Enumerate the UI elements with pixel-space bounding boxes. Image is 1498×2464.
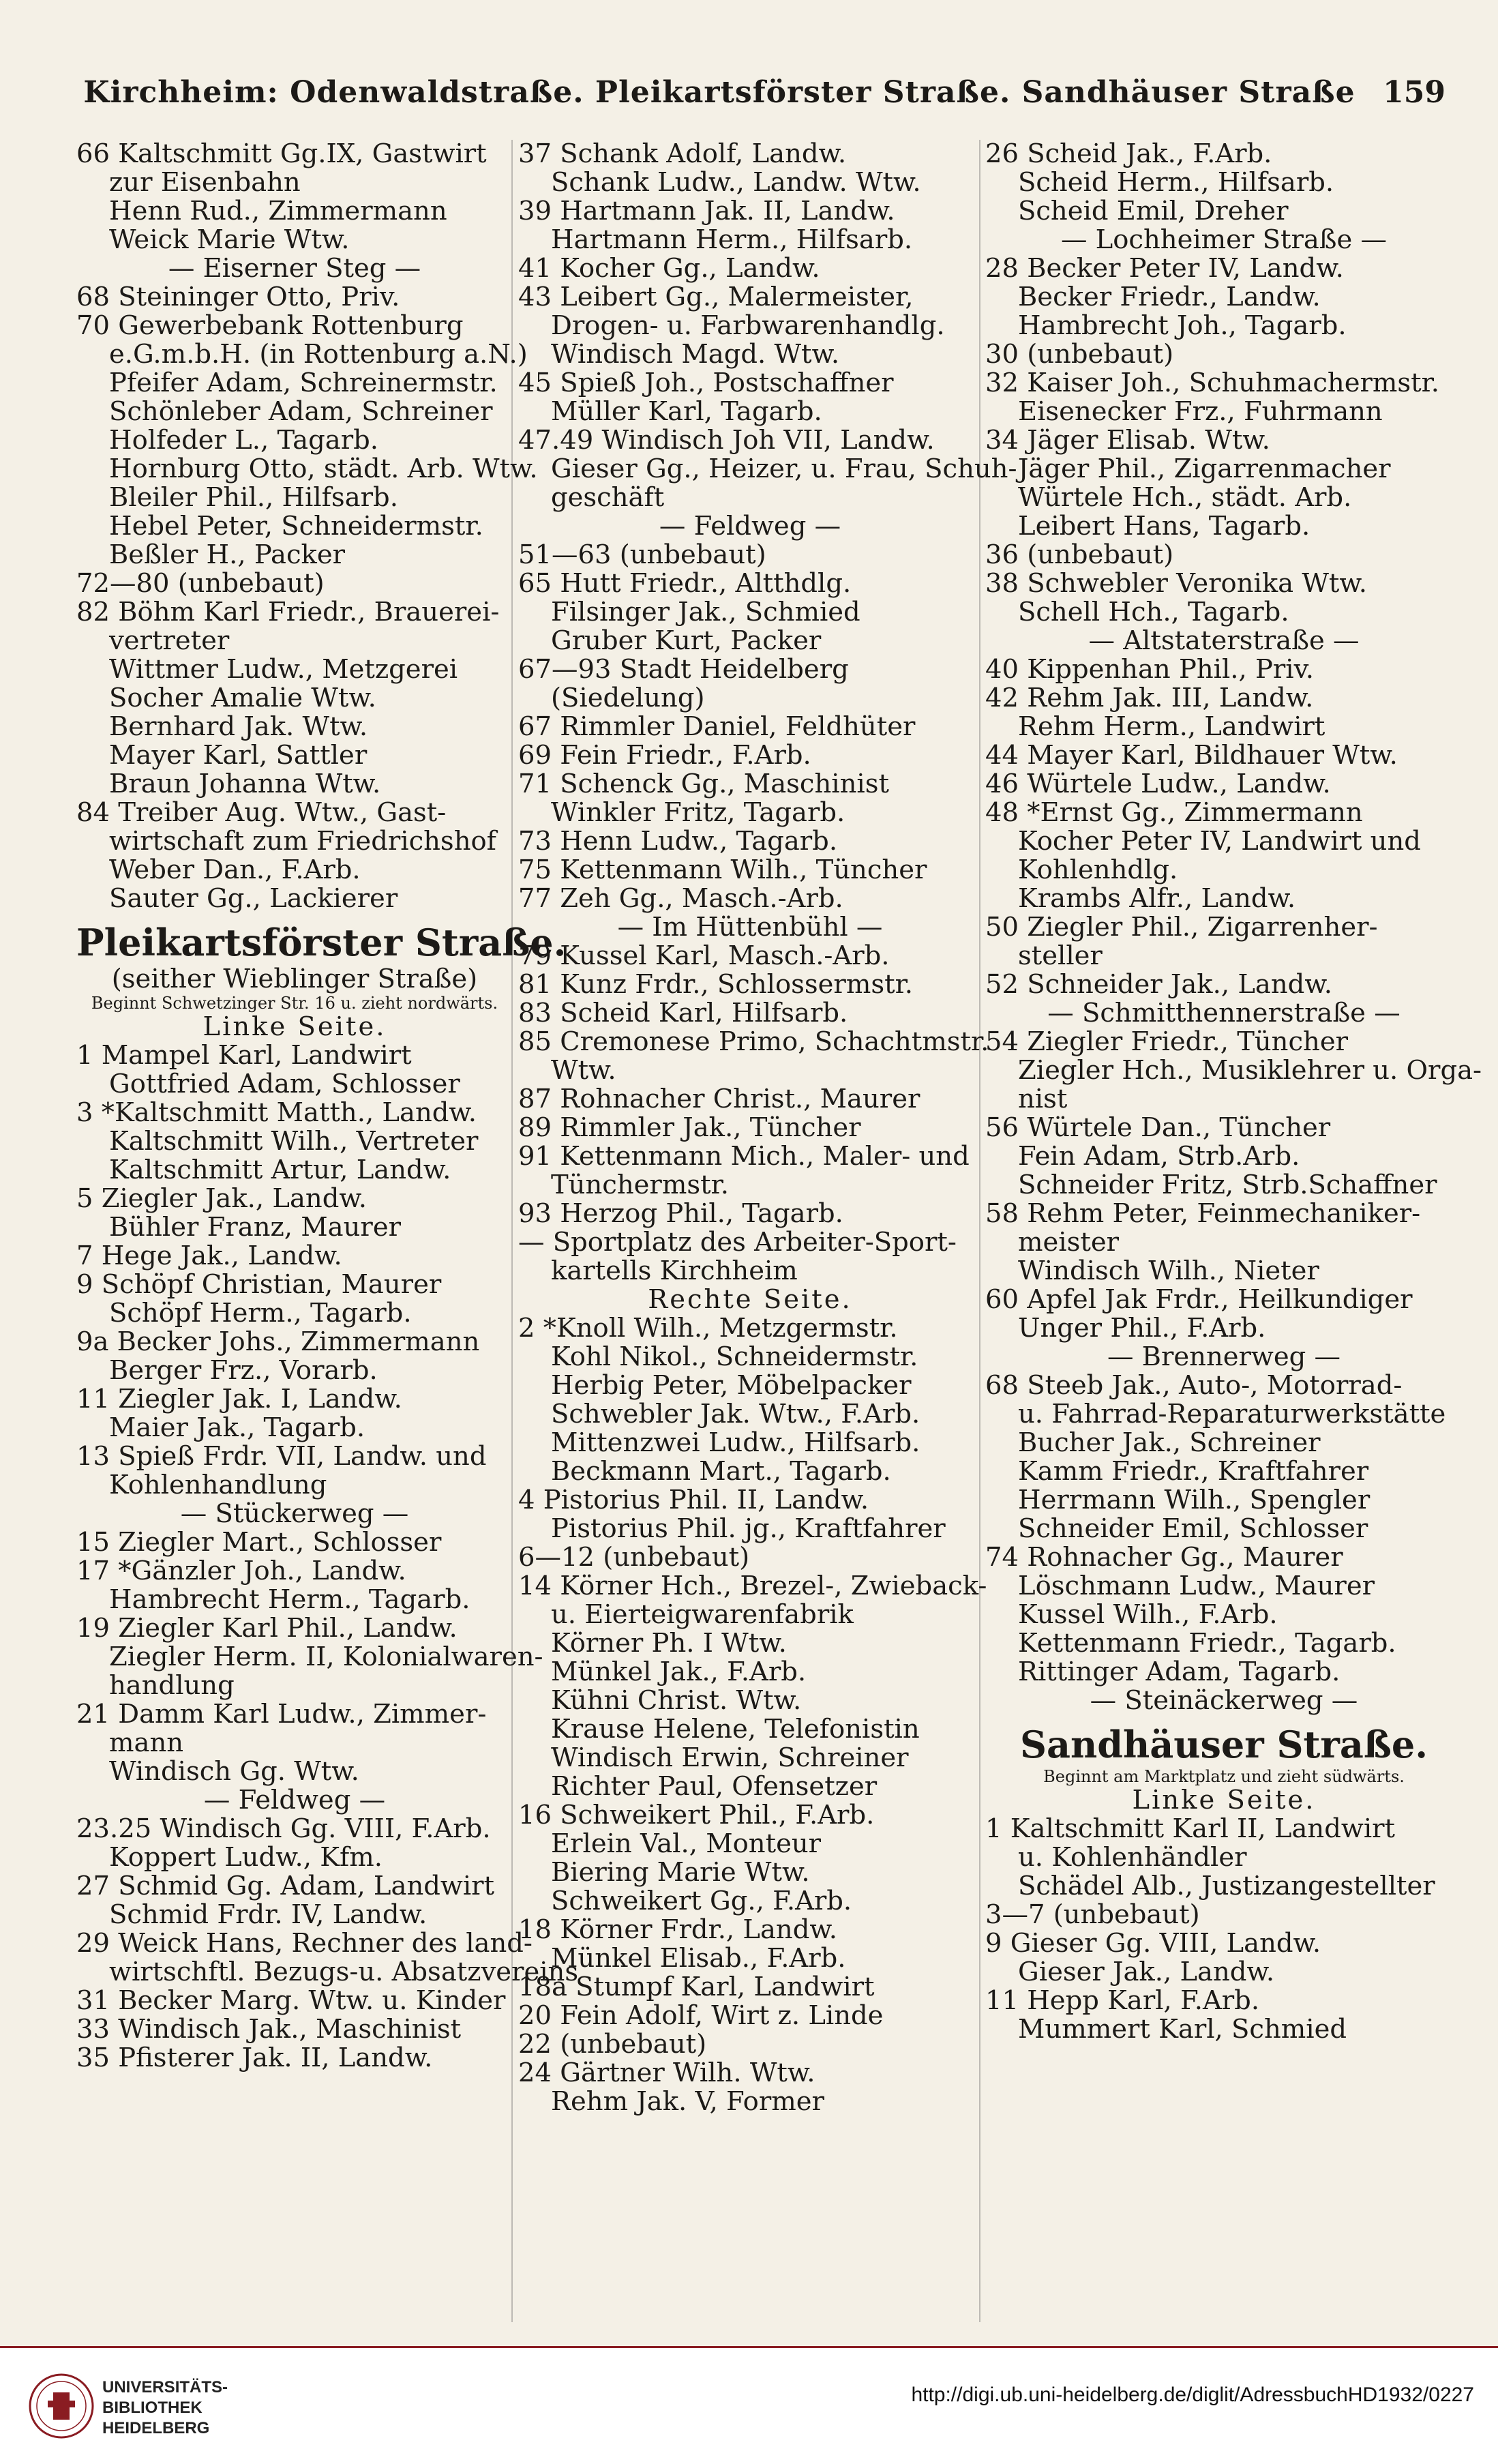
directory-entry: Gottfried Adam, Schlosser bbox=[109, 1069, 460, 1099]
directory-column-left bbox=[76, 138, 579, 2322]
directory-entry: Koppert Ludw., Kfm. bbox=[109, 1842, 383, 1873]
directory-entry: Weick Marie Wtw. bbox=[109, 224, 350, 255]
directory-entry: Schell Hch., Tagarb. bbox=[1018, 597, 1289, 627]
directory-entry: zur Eisenbahn bbox=[109, 167, 301, 198]
directory-entry: 58 Rehm Peter, Feinmechaniker- bbox=[985, 1198, 1421, 1229]
directory-entry: 23.25 Windisch Gg. VIII, F.Arb. bbox=[76, 1813, 491, 1844]
directory-entry: Gieser Gg., Heizer, u. Frau, Schuh- bbox=[551, 454, 1017, 484]
directory-entry: Henn Rud., Zimmermann bbox=[109, 196, 447, 226]
directory-entry: 93 Herzog Phil., Tagarb. bbox=[518, 1198, 843, 1229]
directory-entry: 2 *Knoll Wilh., Metzgermstr. bbox=[518, 1313, 898, 1344]
directory-entry: Pfeifer Adam, Schreinermstr. bbox=[109, 368, 498, 398]
directory-entry: Mittenzwei Ludw., Hilfsarb. bbox=[551, 1427, 920, 1458]
directory-entry: u. Kohlenhändler bbox=[1018, 1842, 1247, 1873]
directory-entry: 11 Hepp Karl, F.Arb. bbox=[985, 1985, 1260, 2016]
directory-entry: 18 Körner Frdr., Landw. bbox=[518, 1914, 837, 1945]
cross-street-marker: — Altstaterstraße — bbox=[1088, 625, 1360, 656]
directory-entry: 89 Rimmler Jak., Tüncher bbox=[518, 1112, 861, 1143]
directory-entry: Ziegler Herm. II, Kolonialwaren- bbox=[109, 1642, 543, 1672]
library-name-line: UNIVERSITÄTS- bbox=[102, 2378, 228, 2396]
page-header bbox=[82, 75, 1445, 123]
directory-entry: 13 Spieß Frdr. VII, Landw. und bbox=[76, 1441, 487, 1472]
directory-entry: 7 Hege Jak., Landw. bbox=[76, 1241, 342, 1271]
page-number: 159 bbox=[1383, 75, 1445, 110]
directory-entry: wirtschaft zum Friedrichshof bbox=[109, 826, 496, 857]
side-heading: Rechte Seite. bbox=[648, 1284, 852, 1315]
directory-entry: Müller Karl, Tagarb. bbox=[551, 396, 822, 427]
directory-entry: Bucher Jak., Schreiner bbox=[1018, 1427, 1321, 1458]
directory-entry: 68 Steeb Jak., Auto-, Motorrad- bbox=[985, 1370, 1403, 1401]
directory-entry: 9 Gieser Gg. VIII, Landw. bbox=[985, 1928, 1321, 1959]
directory-entry: Kohl Nikol., Schneidermstr. bbox=[551, 1341, 918, 1372]
directory-entry: Schöpf Herm., Tagarb. bbox=[109, 1298, 412, 1329]
directory-entry: Bühler Franz, Maurer bbox=[109, 1212, 402, 1243]
directory-entry: Rehm Herm., Landwirt bbox=[1018, 711, 1325, 742]
directory-entry: Schwebler Jak. Wtw., F.Arb. bbox=[551, 1399, 920, 1429]
library-name-line: BIBLIOTHEK bbox=[102, 2399, 203, 2417]
directory-column-right bbox=[985, 138, 1482, 2322]
directory-entry: Fein Adam, Strb.Arb. bbox=[1018, 1141, 1300, 1172]
directory-entry: 73 Henn Ludw., Tagarb. bbox=[518, 826, 838, 857]
university-seal-icon bbox=[27, 2372, 95, 2440]
directory-entry: Hartmann Herm., Hilfsarb. bbox=[551, 224, 913, 255]
directory-entry: Hornburg Otto, städt. Arb. Wtw. bbox=[109, 454, 538, 484]
viewer-footer bbox=[0, 2346, 1498, 2464]
directory-entry: Schweikert Gg., F.Arb. bbox=[551, 1886, 852, 1916]
directory-entry: — Sportplatz des Arbeiter-Sport- bbox=[518, 1227, 957, 1258]
directory-entry: 35 Pfisterer Jak. II, Landw. bbox=[76, 2043, 433, 2073]
cross-street-marker: — Brennerweg — bbox=[1107, 1341, 1341, 1372]
directory-entry: Sauter Gg., Lackierer bbox=[109, 883, 398, 914]
directory-entry: 51—63 (unbebaut) bbox=[518, 539, 766, 570]
directory-entry: Münkel Elisab., F.Arb. bbox=[551, 1943, 846, 1974]
directory-entry: 85 Cremonese Primo, Schachtmstr. bbox=[518, 1026, 989, 1057]
directory-entry: steller bbox=[1018, 940, 1103, 971]
directory-entry: Berger Frz., Vorarb. bbox=[109, 1355, 378, 1386]
directory-entry: Schank Ludw., Landw. Wtw. bbox=[551, 167, 921, 198]
directory-entry: 70 Gewerbebank Rottenburg bbox=[76, 310, 464, 341]
directory-entry: 1 Kaltschmitt Karl II, Landwirt bbox=[985, 1813, 1396, 1844]
directory-entry: u. Fahrrad-Reparaturwerkstätte bbox=[1018, 1399, 1446, 1429]
directory-entry: 46 Würtele Ludw., Landw. bbox=[985, 769, 1331, 799]
directory-entry: Windisch Magd. Wtw. bbox=[551, 339, 840, 370]
directory-entry: Mummert Karl, Schmied bbox=[1018, 2014, 1347, 2045]
directory-entry: 3 *Kaltschmitt Matth., Landw. bbox=[76, 1097, 477, 1128]
directory-entry: 79 Kussel Karl, Masch.-Arb. bbox=[518, 940, 890, 971]
cross-street-marker: — Im Hüttenbühl — bbox=[617, 912, 883, 942]
directory-entry: 34 Jäger Elisab. Wtw. bbox=[985, 425, 1270, 456]
directory-entry: Bernhard Jak. Wtw. bbox=[109, 711, 368, 742]
directory-entry: Beßler H., Packer bbox=[109, 539, 346, 570]
directory-entry: Maier Jak., Tagarb. bbox=[109, 1412, 365, 1443]
directory-entry: 1 Mampel Karl, Landwirt bbox=[76, 1040, 412, 1071]
directory-entry: e.G.m.b.H. (in Rottenburg a.N.) bbox=[109, 339, 528, 370]
directory-entry: Pistorius Phil. jg., Kraftfahrer bbox=[551, 1513, 946, 1544]
directory-entry: Kettenmann Friedr., Tagarb. bbox=[1018, 1628, 1396, 1659]
directory-entry: 77 Zeh Gg., Masch.-Arb. bbox=[518, 883, 843, 914]
directory-entry: Beckmann Mart., Tagarb. bbox=[551, 1456, 891, 1487]
directory-entry: meister bbox=[1018, 1227, 1120, 1258]
directory-entry: (Siedelung) bbox=[551, 683, 705, 713]
directory-entry: 52 Schneider Jak., Landw. bbox=[985, 969, 1332, 1000]
directory-entry: Eisenecker Frz., Fuhrmann bbox=[1018, 396, 1383, 427]
directory-entry: nist bbox=[1018, 1084, 1068, 1114]
street-heading: Pleikartsförster Straße. bbox=[76, 921, 567, 964]
directory-entry: Kohlenhandlung bbox=[109, 1470, 327, 1500]
directory-entry: Kühni Christ. Wtw. bbox=[551, 1685, 802, 1716]
directory-entry: 74 Rohnacher Gg., Maurer bbox=[985, 1542, 1343, 1573]
directory-entry: Krause Helene, Telefonistin bbox=[551, 1714, 920, 1745]
source-url-link[interactable]: http://digi.ub.uni-heidelberg.de/diglit/AdressbuchHD1932/0227 bbox=[911, 2384, 1474, 2406]
directory-entry: Löschmann Ludw., Maurer bbox=[1018, 1571, 1375, 1601]
directory-entry: 6—12 (unbebaut) bbox=[518, 1542, 750, 1573]
cross-street-marker: — Feldweg — bbox=[203, 1785, 386, 1815]
directory-entry: 5 Ziegler Jak., Landw. bbox=[76, 1183, 367, 1214]
directory-entry: 26 Scheid Jak., F.Arb. bbox=[985, 138, 1272, 169]
directory-entry: 91 Kettenmann Mich., Maler- und bbox=[518, 1141, 970, 1172]
directory-entry: Schädel Alb., Justizangestellter bbox=[1018, 1871, 1435, 1901]
directory-entry: Erlein Val., Monteur bbox=[551, 1828, 822, 1859]
library-name-line: HEIDELBERG bbox=[102, 2419, 210, 2437]
directory-entry: Unger Phil., F.Arb. bbox=[1018, 1313, 1266, 1344]
directory-entry: 50 Ziegler Phil., Zigarrenher- bbox=[985, 912, 1378, 942]
side-heading: Linke Seite. bbox=[1132, 1785, 1316, 1815]
directory-entry: Würtele Hch., städt. Arb. bbox=[1018, 482, 1352, 513]
directory-entry: 47.49 Windisch Joh VII, Landw. bbox=[518, 425, 935, 456]
directory-entry: Hambrecht Herm., Tagarb. bbox=[109, 1584, 470, 1615]
directory-entry: 68 Steininger Otto, Priv. bbox=[76, 282, 400, 312]
directory-entry: Windisch Wilh., Nieter bbox=[1018, 1256, 1319, 1286]
library-logo[interactable] bbox=[27, 2365, 245, 2447]
directory-entry: 56 Würtele Dan., Tüncher bbox=[985, 1112, 1331, 1143]
directory-entry: 87 Rohnacher Christ., Maurer bbox=[518, 1084, 920, 1114]
cross-street-marker: — Stückerweg — bbox=[180, 1498, 409, 1529]
directory-entry: 22 (unbebaut) bbox=[518, 2029, 707, 2060]
directory-entry: Hebel Peter, Schneidermstr. bbox=[109, 511, 483, 541]
directory-entry: 82 Böhm Karl Friedr., Brauerei- bbox=[76, 597, 500, 627]
directory-entry: Windisch Gg. Wtw. bbox=[109, 1756, 359, 1787]
directory-entry: Leibert Hans, Tagarb. bbox=[1018, 511, 1310, 541]
directory-entry: Biering Marie Wtw. bbox=[551, 1857, 810, 1888]
directory-entry: 17 *Gänzler Joh., Landw. bbox=[76, 1556, 406, 1586]
directory-entry: Kohlenhdlg. bbox=[1018, 855, 1178, 885]
directory-entry: 84 Treiber Aug. Wtw., Gast- bbox=[76, 797, 447, 828]
directory-entry: Rehm Jak. V, Former bbox=[551, 2086, 824, 2117]
directory-entry: 9 Schöpf Christian, Maurer bbox=[76, 1269, 442, 1300]
directory-entry: 66 Kaltschmitt Gg.IX, Gastwirt bbox=[76, 138, 487, 169]
directory-entry: 27 Schmid Gg. Adam, Landwirt bbox=[76, 1871, 495, 1901]
directory-entry: 45 Spieß Joh., Postschaffner bbox=[518, 368, 894, 398]
directory-entry: 39 Hartmann Jak. II, Landw. bbox=[518, 196, 895, 226]
directory-entry: 14 Körner Hch., Brezel-, Zwieback- bbox=[518, 1571, 987, 1601]
directory-entry: Mayer Karl, Sattler bbox=[109, 740, 368, 771]
cross-street-marker: — Lochheimer Straße — bbox=[1060, 224, 1388, 255]
directory-entry: 75 Kettenmann Wilh., Tüncher bbox=[518, 855, 927, 885]
directory-entry: 54 Ziegler Friedr., Tüncher bbox=[985, 1026, 1349, 1057]
directory-entry: Krambs Alfr., Landw. bbox=[1018, 883, 1296, 914]
directory-entry: Schönleber Adam, Schreiner bbox=[109, 396, 493, 427]
directory-entry: u. Eierteigwarenfabrik bbox=[551, 1599, 854, 1630]
directory-entry: Filsinger Jak., Schmied bbox=[551, 597, 860, 627]
directory-entry: 65 Hutt Friedr., Altthdlg. bbox=[518, 568, 852, 599]
directory-entry: Richter Paul, Ofensetzer bbox=[551, 1771, 878, 1802]
directory-entry: 9a Becker Johs., Zimmermann bbox=[76, 1326, 480, 1357]
street-heading: Sandhäuser Straße. bbox=[1019, 1723, 1428, 1766]
street-description: Beginnt am Marktplatz und zieht südwärts. bbox=[1043, 1767, 1405, 1786]
directory-entry: 36 (unbebaut) bbox=[985, 539, 1174, 570]
directory-entry: 71 Schenck Gg., Maschinist bbox=[518, 769, 889, 799]
directory-entry: handlung bbox=[109, 1670, 235, 1701]
cross-street-marker: — Schmitthennerstraße — bbox=[1047, 998, 1400, 1028]
directory-entry: 48 *Ernst Gg., Zimmermann bbox=[985, 797, 1363, 828]
directory-entry: Socher Amalie Wtw. bbox=[109, 683, 376, 713]
directory-entry: 42 Rehm Jak. III, Landw. bbox=[985, 683, 1314, 713]
directory-entry: Kussel Wilh., F.Arb. bbox=[1018, 1599, 1278, 1630]
directory-entry: Schneider Emil, Schlosser bbox=[1018, 1513, 1368, 1544]
directory-entry: 83 Scheid Karl, Hilfsarb. bbox=[518, 998, 848, 1028]
directory-entry: Becker Friedr., Landw. bbox=[1018, 282, 1321, 312]
directory-column-middle bbox=[518, 138, 1017, 2322]
directory-entry: 28 Becker Peter IV, Landw. bbox=[985, 253, 1344, 284]
directory-entry: 41 Kocher Gg., Landw. bbox=[518, 253, 820, 284]
directory-entry: Scheid Emil, Dreher bbox=[1018, 196, 1289, 226]
directory-entry: 3—7 (unbebaut) bbox=[985, 1899, 1200, 1930]
cross-street-marker: — Feldweg — bbox=[659, 511, 841, 541]
cross-street-marker: — Steinäckerweg — bbox=[1090, 1685, 1358, 1716]
directory-entry: Gieser Jak., Landw. bbox=[1018, 1957, 1275, 1987]
directory-entry: 18a Stumpf Karl, Landwirt bbox=[518, 1972, 875, 2002]
directory-entry: 69 Fein Friedr., F.Arb. bbox=[518, 740, 811, 771]
directory-entry: 72—80 (unbebaut) bbox=[76, 568, 325, 599]
directory-entry: geschäft bbox=[551, 482, 665, 513]
directory-entry: mann bbox=[109, 1727, 184, 1758]
directory-entry: Hambrecht Joh., Tagarb. bbox=[1018, 310, 1347, 341]
directory-entry: 30 (unbebaut) bbox=[985, 339, 1174, 370]
directory-entry: 60 Apfel Jak Frdr., Heilkundiger bbox=[985, 1284, 1413, 1315]
directory-entry: 11 Ziegler Jak. I, Landw. bbox=[76, 1384, 402, 1414]
directory-entry: Drogen- u. Farbwarenhandlg. bbox=[551, 310, 945, 341]
library-name bbox=[102, 2377, 266, 2439]
directory-entry: Braun Johanna Wtw. bbox=[109, 769, 381, 799]
directory-entry: Kocher Peter IV, Landwirt und bbox=[1018, 826, 1421, 857]
directory-entry: Weber Dan., F.Arb. bbox=[109, 855, 361, 885]
directory-entry: 20 Fein Adolf, Wirt z. Linde bbox=[518, 2000, 884, 2031]
directory-entry: Wtw. bbox=[551, 1055, 616, 1086]
directory-entry: Schmid Frdr. IV, Landw. bbox=[109, 1899, 428, 1930]
directory-entry: Schneider Fritz, Strb.Schaffner bbox=[1018, 1170, 1437, 1200]
directory-entry: 4 Pistorius Phil. II, Landw. bbox=[518, 1485, 869, 1515]
directory-entry: Windisch Erwin, Schreiner bbox=[551, 1742, 909, 1773]
directory-entry: 31 Becker Marg. Wtw. u. Kinder bbox=[76, 1985, 506, 2016]
directory-entry: Kaltschmitt Wilh., Vertreter bbox=[109, 1126, 479, 1157]
directory-entry: Münkel Jak., F.Arb. bbox=[551, 1657, 807, 1687]
directory-entry: 38 Schwebler Veronika Wtw. bbox=[985, 568, 1368, 599]
directory-entry: Holfeder L., Tagarb. bbox=[109, 425, 378, 456]
directory-entry: Körner Ph. I Wtw. bbox=[551, 1628, 787, 1659]
directory-entry: Tünchermstr. bbox=[551, 1170, 729, 1200]
directory-entry: 21 Damm Karl Ludw., Zimmer- bbox=[76, 1699, 487, 1730]
directory-entry: 33 Windisch Jak., Maschinist bbox=[76, 2014, 462, 2045]
directory-entry: Herrmann Wilh., Spengler bbox=[1018, 1485, 1370, 1515]
directory-entry: 40 Kippenhan Phil., Priv. bbox=[985, 654, 1315, 685]
directory-entry: Winkler Fritz, Tagarb. bbox=[551, 797, 845, 828]
directory-entry: 67—93 Stadt Heidelberg bbox=[518, 654, 849, 685]
directory-entry: 81 Kunz Frdr., Schlossermstr. bbox=[518, 969, 913, 1000]
directory-entry: Scheid Herm., Hilfsarb. bbox=[1018, 167, 1334, 198]
directory-entry: Bleiler Phil., Hilfsarb. bbox=[109, 482, 398, 513]
directory-entry: kartells Kirchheim bbox=[551, 1256, 798, 1286]
directory-entry: Rittinger Adam, Tagarb. bbox=[1018, 1657, 1340, 1687]
directory-entry: Kaltschmitt Artur, Landw. bbox=[109, 1155, 451, 1185]
directory-entry: Wittmer Ludw., Metzgerei bbox=[109, 654, 458, 685]
directory-entry: 15 Ziegler Mart., Schlosser bbox=[76, 1527, 442, 1558]
directory-entry: 19 Ziegler Karl Phil., Landw. bbox=[76, 1613, 458, 1644]
cross-street-marker: — Eiserner Steg — bbox=[168, 253, 421, 284]
directory-entry: 29 Weick Hans, Rechner des land- bbox=[76, 1928, 533, 1959]
directory-entry: Jäger Phil., Zigarrenmacher bbox=[1018, 454, 1391, 484]
directory-entry: 24 Gärtner Wilh. Wtw. bbox=[518, 2058, 815, 2088]
running-title: Kirchheim: Odenwaldstraße. Pleikartsförster Straße. Sandhäuser Straße bbox=[83, 75, 1355, 110]
directory-entry: Gruber Kurt, Packer bbox=[551, 625, 822, 656]
directory-entry: vertreter bbox=[109, 625, 230, 656]
directory-entry: 43 Leibert Gg., Malermeister, bbox=[518, 282, 914, 312]
directory-entry: Herbig Peter, Möbelpacker bbox=[551, 1370, 912, 1401]
directory-entry: 32 Kaiser Joh., Schuhmachermstr. bbox=[985, 368, 1440, 398]
directory-entry: 67 Rimmler Daniel, Feldhüter bbox=[518, 711, 916, 742]
directory-entry: wirtschftl. Bezugs-u. Absatzvereins bbox=[109, 1957, 579, 1987]
directory-entry: 16 Schweikert Phil., F.Arb. bbox=[518, 1800, 875, 1830]
directory-entry: 44 Mayer Karl, Bildhauer Wtw. bbox=[985, 740, 1398, 771]
street-description: Beginnt Schwetzinger Str. 16 u. zieht nordwärts. bbox=[91, 994, 498, 1013]
directory-entry: Kamm Friedr., Kraftfahrer bbox=[1018, 1456, 1369, 1487]
street-subtitle: (seither Wieblinger Straße) bbox=[111, 964, 478, 994]
side-heading: Linke Seite. bbox=[203, 1011, 387, 1042]
directory-entry: 37 Schank Adolf, Landw. bbox=[518, 138, 847, 169]
directory-entry: Ziegler Hch., Musiklehrer u. Orga- bbox=[1018, 1055, 1482, 1086]
